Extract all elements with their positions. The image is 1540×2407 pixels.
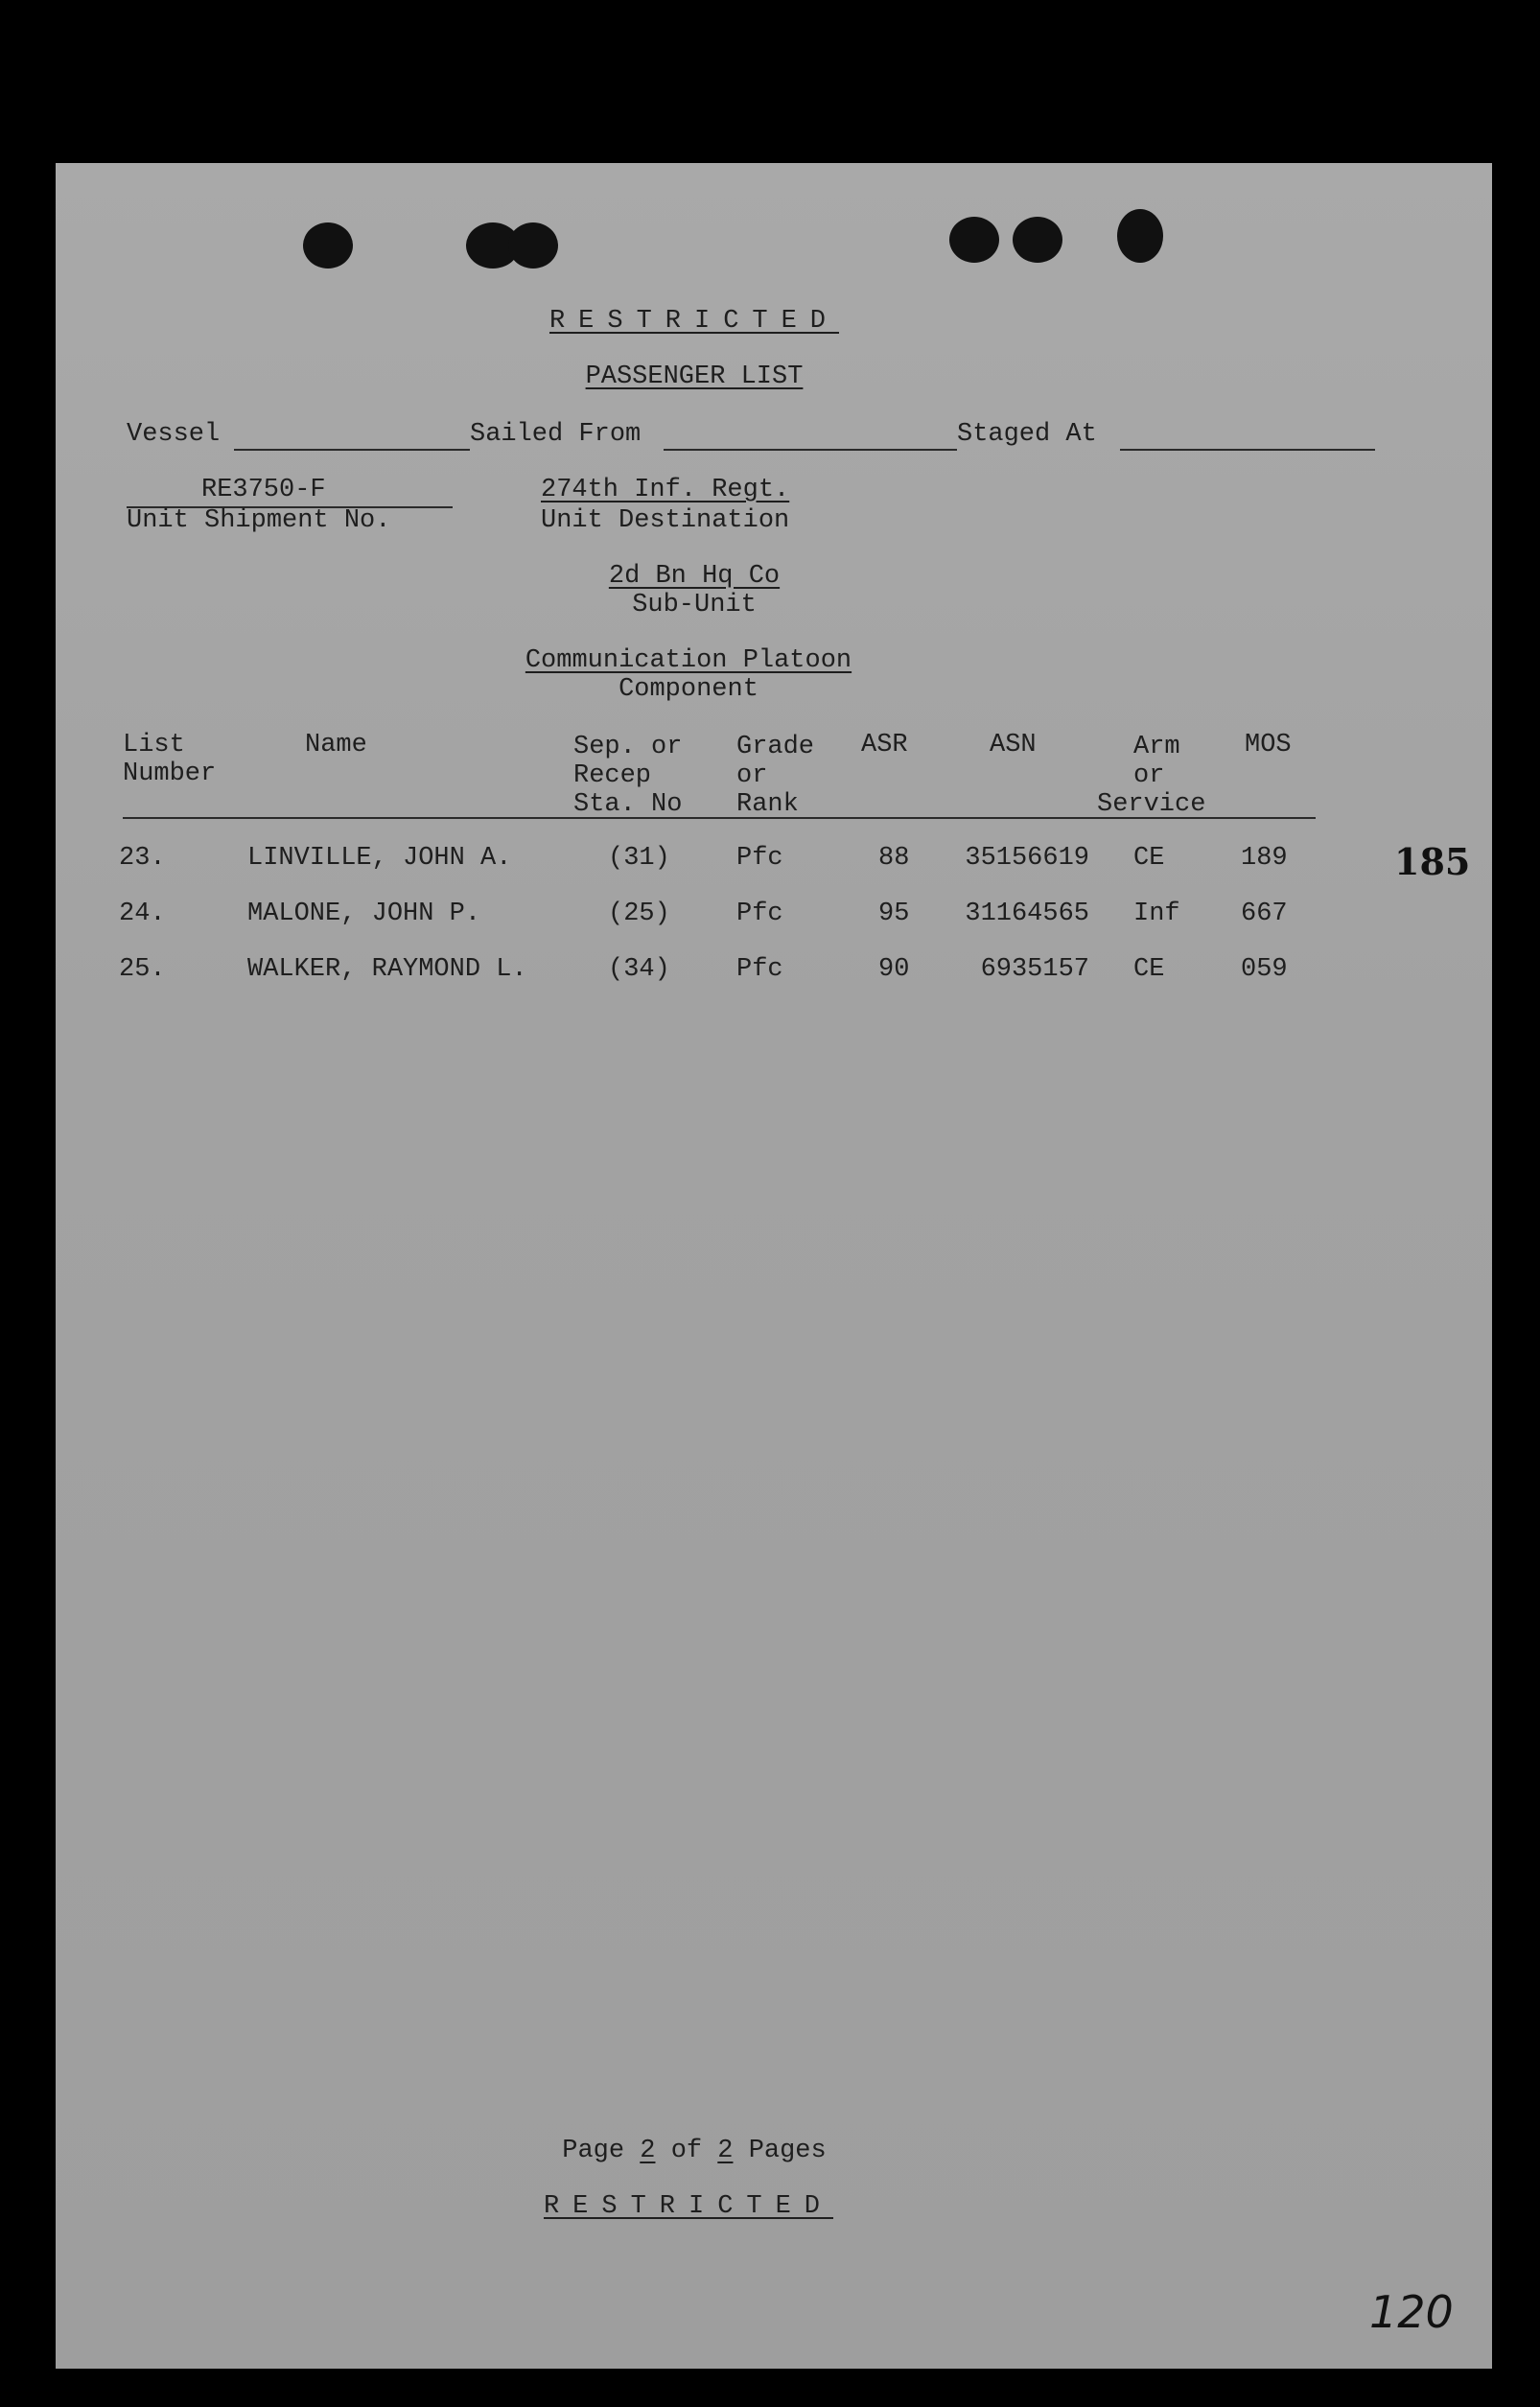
punch-hole <box>949 217 999 263</box>
unit-destination: 274th Inf. Regt. <box>541 476 790 504</box>
row-grade: Pfc <box>736 900 783 928</box>
header-asr: ASR <box>861 731 908 759</box>
document-title: PASSENGER LIST <box>585 362 804 391</box>
header-asn: ASN <box>990 731 1037 759</box>
row-arm: CE <box>1133 955 1165 984</box>
row-name: LINVILLE, JOHN A. <box>247 844 512 873</box>
header-grade: Grade or Rank <box>736 733 815 819</box>
sailed-from-line <box>664 449 957 451</box>
header-sep: Sep. or Recep Sta. No <box>573 733 683 819</box>
punch-hole <box>508 222 558 269</box>
staged-at-line <box>1120 449 1375 451</box>
vessel-label: Vessel <box>127 420 221 449</box>
row-sep: (25) <box>608 900 670 928</box>
row-name: MALONE, JOHN P. <box>247 900 481 928</box>
header-rule <box>123 817 1316 819</box>
row-mos: 189 <box>1241 844 1288 873</box>
staged-at-label: Staged At <box>957 420 1097 449</box>
row-asn: 6935157 <box>980 955 1089 984</box>
header-name: Name <box>305 731 367 759</box>
row-list-number: 23. <box>119 844 166 873</box>
header-list-number: List Number <box>123 731 217 788</box>
row-mos: 667 <box>1241 900 1288 928</box>
punch-hole <box>1013 217 1062 263</box>
row-grade: Pfc <box>736 955 783 984</box>
row-list-number: 25. <box>119 955 166 984</box>
row-mos: 059 <box>1241 955 1288 984</box>
row-name: WALKER, RAYMOND L. <box>247 955 527 984</box>
row-asn: 35156619 <box>965 844 1089 873</box>
page-indicator: Page 2 of 2 Pages <box>562 2137 827 2165</box>
row-sep: (34) <box>608 955 670 984</box>
sub-unit: 2d Bn Hq Co <box>608 562 781 591</box>
row-arm: CE <box>1133 844 1165 873</box>
punch-hole <box>303 222 353 269</box>
component: Communication Platoon <box>525 646 852 675</box>
punch-hole <box>1117 209 1163 263</box>
unit-destination-label: Unit Destination <box>541 506 790 535</box>
vessel-line <box>234 449 470 451</box>
row-list-number: 24. <box>119 900 166 928</box>
row-asr: 88 <box>878 844 910 873</box>
restricted-header: RESTRICTED <box>548 307 840 336</box>
document-page <box>56 163 1492 2369</box>
restricted-footer: RESTRICTED <box>543 2192 834 2221</box>
shipment-number-label: Unit Shipment No. <box>127 506 391 535</box>
row-sep: (31) <box>608 844 670 873</box>
handwritten-number: 120 <box>1369 2286 1454 2338</box>
header-mos: MOS <box>1245 731 1292 759</box>
stamped-number: 185 <box>1394 840 1471 883</box>
sub-unit-label: Sub-Unit <box>632 591 757 619</box>
header-arm: Arm or Service <box>1097 733 1206 819</box>
row-asn: 31164565 <box>965 900 1089 928</box>
shipment-number: RE3750-F <box>201 476 326 504</box>
sailed-from-label: Sailed From <box>470 420 642 449</box>
component-label: Component <box>618 675 758 704</box>
row-asr: 90 <box>878 955 910 984</box>
row-asr: 95 <box>878 900 910 928</box>
row-arm: Inf <box>1133 900 1180 928</box>
row-grade: Pfc <box>736 844 783 873</box>
